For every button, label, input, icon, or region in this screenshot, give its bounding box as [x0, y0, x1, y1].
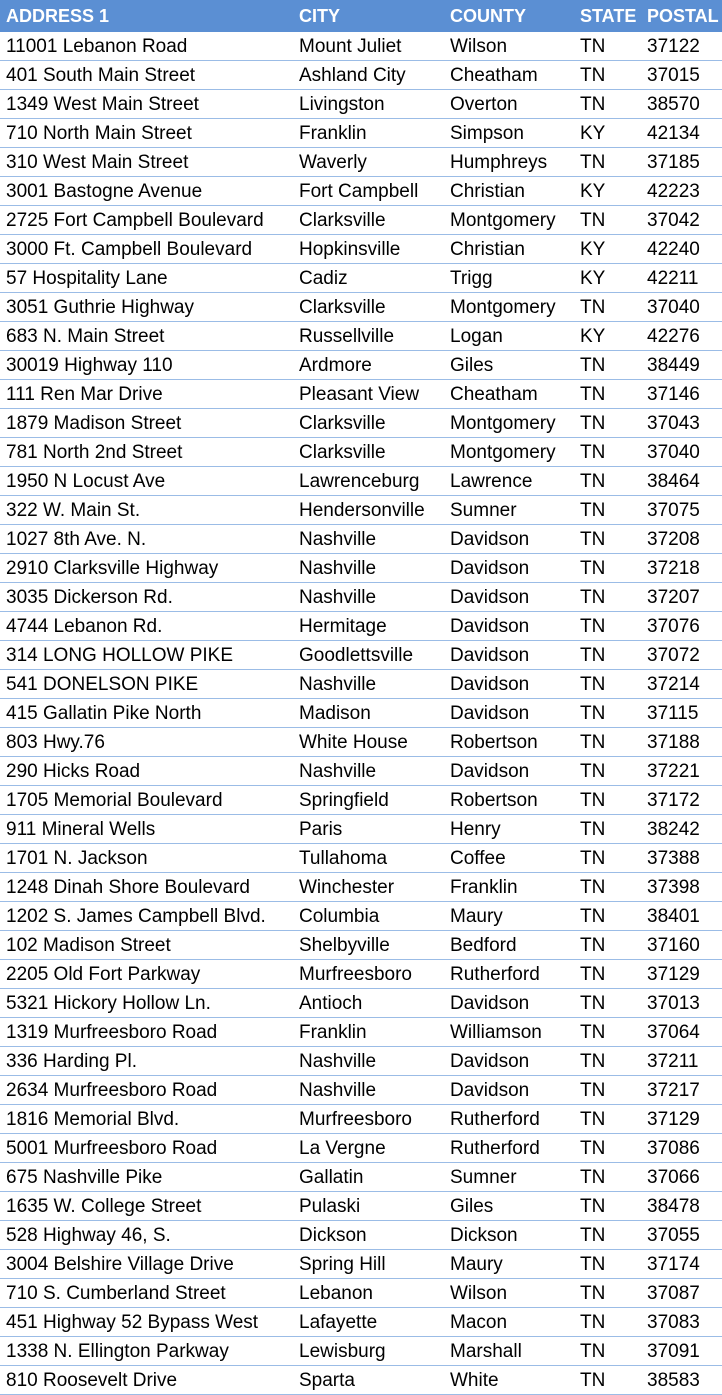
table-row — [0, 61, 722, 90]
cell-address[interactable]: 710 North Main Street — [0, 119, 293, 148]
cell-postal[interactable]: 38242 — [641, 815, 722, 844]
cell-county[interactable]: Davidson — [444, 989, 573, 1018]
cell-city[interactable]: Pulaski — [293, 1192, 444, 1221]
cell-county[interactable]: Cheatham — [444, 380, 573, 409]
table-row — [0, 641, 722, 670]
cell-postal[interactable]: 42134 — [641, 119, 722, 148]
cell-state[interactable]: TN — [573, 380, 641, 409]
cell-state[interactable]: TN — [573, 1018, 641, 1047]
table-row — [0, 496, 722, 525]
cell-city[interactable]: Ashland City — [293, 61, 444, 90]
cell-city[interactable]: Franklin — [293, 1018, 444, 1047]
cell-city[interactable]: Pleasant View — [293, 380, 444, 409]
cell-postal[interactable]: 37218 — [641, 554, 722, 583]
cell-address[interactable]: 1879 Madison Street — [0, 409, 293, 438]
cell-address[interactable]: 102 Madison Street — [0, 931, 293, 960]
cell-address[interactable]: 2205 Old Fort Parkway — [0, 960, 293, 989]
cell-city[interactable]: Franklin — [293, 119, 444, 148]
cell-postal[interactable]: 42276 — [641, 322, 722, 351]
cell-city[interactable]: Nashville — [293, 525, 444, 554]
cell-postal[interactable]: 42211 — [641, 264, 722, 293]
cell-county[interactable]: Sumner — [444, 1163, 573, 1192]
cell-city[interactable]: Shelbyville — [293, 931, 444, 960]
cell-postal[interactable]: 37064 — [641, 1018, 722, 1047]
cell-city[interactable]: Waverly — [293, 148, 444, 177]
cell-address[interactable]: 803 Hwy.76 — [0, 728, 293, 757]
table-row — [0, 612, 722, 641]
cell-county[interactable]: Davidson — [444, 583, 573, 612]
table-row — [0, 525, 722, 554]
cell-county[interactable]: Davidson — [444, 757, 573, 786]
cell-postal[interactable]: 37208 — [641, 525, 722, 554]
table-row — [0, 177, 722, 206]
cell-postal[interactable]: 37146 — [641, 380, 722, 409]
table-row — [0, 873, 722, 902]
cell-postal[interactable]: 37040 — [641, 293, 722, 322]
cell-address[interactable]: 5001 Murfreesboro Road — [0, 1134, 293, 1163]
cell-city[interactable]: Madison — [293, 699, 444, 728]
cell-postal[interactable]: 37072 — [641, 641, 722, 670]
cell-postal[interactable]: 37188 — [641, 728, 722, 757]
cell-county[interactable]: Wilson — [444, 32, 573, 61]
cell-address[interactable]: 336 Harding Pl. — [0, 1047, 293, 1076]
cell-state[interactable]: TN — [573, 815, 641, 844]
cell-county[interactable]: Lawrence — [444, 467, 573, 496]
cell-city[interactable]: Lawrenceburg — [293, 467, 444, 496]
cell-city[interactable]: Hendersonville — [293, 496, 444, 525]
cell-state[interactable]: TN — [573, 641, 641, 670]
cell-city[interactable]: Gallatin — [293, 1163, 444, 1192]
cell-address[interactable]: 675 Nashville Pike — [0, 1163, 293, 1192]
cell-address[interactable]: 1816 Memorial Blvd. — [0, 1105, 293, 1134]
cell-address[interactable]: 1338 N. Ellington Parkway — [0, 1337, 293, 1366]
cell-address[interactable]: 1349 West Main Street — [0, 90, 293, 119]
cell-postal[interactable]: 38401 — [641, 902, 722, 931]
cell-address[interactable]: 2725 Fort Campbell Boulevard — [0, 206, 293, 235]
cell-city[interactable]: Clarksville — [293, 293, 444, 322]
cell-address[interactable]: 3001 Bastogne Avenue — [0, 177, 293, 206]
table-row — [0, 815, 722, 844]
table-row — [0, 757, 722, 786]
cell-address[interactable]: 2634 Murfreesboro Road — [0, 1076, 293, 1105]
cell-state[interactable]: TN — [573, 757, 641, 786]
cell-postal[interactable]: 37129 — [641, 1105, 722, 1134]
header-state[interactable]: STATE — [573, 0, 641, 32]
cell-postal[interactable]: 38570 — [641, 90, 722, 119]
table-row — [0, 1279, 722, 1308]
cell-address[interactable]: 5321 Hickory Hollow Ln. — [0, 989, 293, 1018]
cell-postal[interactable]: 37211 — [641, 1047, 722, 1076]
cell-address[interactable]: 11001 Lebanon Road — [0, 32, 293, 61]
cell-state[interactable]: TN — [573, 438, 641, 467]
cell-city[interactable]: Clarksville — [293, 409, 444, 438]
cell-address[interactable]: 314 LONG HOLLOW PIKE — [0, 641, 293, 670]
cell-state[interactable]: KY — [573, 177, 641, 206]
table-row — [0, 728, 722, 757]
cell-county[interactable]: Christian — [444, 177, 573, 206]
cell-city[interactable]: La Vergne — [293, 1134, 444, 1163]
cell-county[interactable]: Dickson — [444, 1221, 573, 1250]
cell-county[interactable]: Montgomery — [444, 438, 573, 467]
cell-address[interactable]: 451 Highway 52 Bypass West — [0, 1308, 293, 1337]
header-row — [0, 0, 722, 32]
cell-state[interactable]: KY — [573, 322, 641, 351]
cell-county[interactable]: Davidson — [444, 641, 573, 670]
cell-postal[interactable]: 37087 — [641, 1279, 722, 1308]
cell-county[interactable]: Trigg — [444, 264, 573, 293]
cell-city[interactable]: Clarksville — [293, 206, 444, 235]
table-row — [0, 1308, 722, 1337]
cell-postal[interactable]: 38449 — [641, 351, 722, 380]
cell-postal[interactable]: 37013 — [641, 989, 722, 1018]
cell-address[interactable]: 1705 Memorial Boulevard — [0, 786, 293, 815]
cell-postal[interactable]: 37129 — [641, 960, 722, 989]
cell-city[interactable]: Clarksville — [293, 438, 444, 467]
table-row — [0, 1337, 722, 1366]
cell-county[interactable]: Macon — [444, 1308, 573, 1337]
table-row — [0, 351, 722, 380]
cell-city[interactable]: Nashville — [293, 583, 444, 612]
cell-postal[interactable]: 37042 — [641, 206, 722, 235]
cell-state[interactable]: TN — [573, 554, 641, 583]
table-row — [0, 902, 722, 931]
cell-county[interactable]: Montgomery — [444, 293, 573, 322]
cell-county[interactable]: Henry — [444, 815, 573, 844]
table-row — [0, 119, 722, 148]
cell-city[interactable]: Mount Juliet — [293, 32, 444, 61]
cell-address[interactable]: 401 South Main Street — [0, 61, 293, 90]
cell-address[interactable]: 3004 Belshire Village Drive — [0, 1250, 293, 1279]
cell-city[interactable]: Nashville — [293, 1047, 444, 1076]
cell-city[interactable]: Nashville — [293, 1076, 444, 1105]
cell-county[interactable]: Simpson — [444, 119, 573, 148]
cell-city[interactable]: Hermitage — [293, 612, 444, 641]
table-row — [0, 1366, 722, 1395]
cell-address[interactable]: 415 Gallatin Pike North — [0, 699, 293, 728]
cell-county[interactable]: Franklin — [444, 873, 573, 902]
cell-county[interactable]: Wilson — [444, 1279, 573, 1308]
cell-county[interactable]: Humphreys — [444, 148, 573, 177]
table-row — [0, 438, 722, 467]
cell-address[interactable]: 1248 Dinah Shore Boulevard — [0, 873, 293, 902]
table-row — [0, 844, 722, 873]
cell-county[interactable]: Overton — [444, 90, 573, 119]
cell-state[interactable]: TN — [573, 496, 641, 525]
cell-state[interactable]: TN — [573, 670, 641, 699]
table-row — [0, 148, 722, 177]
cell-address[interactable]: 290 Hicks Road — [0, 757, 293, 786]
cell-state[interactable]: TN — [573, 409, 641, 438]
cell-address[interactable]: 30019 Highway 110 — [0, 351, 293, 380]
table-row — [0, 699, 722, 728]
cell-postal[interactable]: 37214 — [641, 670, 722, 699]
cell-city[interactable]: Fort Campbell — [293, 177, 444, 206]
cell-postal[interactable]: 37172 — [641, 786, 722, 815]
cell-state[interactable]: TN — [573, 931, 641, 960]
table-row — [0, 1076, 722, 1105]
cell-postal[interactable]: 37055 — [641, 1221, 722, 1250]
cell-address[interactable]: 781 North 2nd Street — [0, 438, 293, 467]
cell-county[interactable]: Christian — [444, 235, 573, 264]
cell-county[interactable]: Maury — [444, 902, 573, 931]
cell-postal[interactable]: 37185 — [641, 148, 722, 177]
cell-state[interactable]: TN — [573, 1105, 641, 1134]
cell-address[interactable]: 528 Highway 46, S. — [0, 1221, 293, 1250]
table-row — [0, 264, 722, 293]
cell-county[interactable]: White — [444, 1366, 573, 1395]
cell-state[interactable]: TN — [573, 786, 641, 815]
cell-state[interactable]: TN — [573, 90, 641, 119]
cell-address[interactable]: 911 Mineral Wells — [0, 815, 293, 844]
table-row — [0, 670, 722, 699]
cell-state[interactable]: TN — [573, 1337, 641, 1366]
cell-state[interactable]: TN — [573, 1279, 641, 1308]
cell-county[interactable]: Giles — [444, 1192, 573, 1221]
cell-postal[interactable]: 37015 — [641, 61, 722, 90]
cell-county[interactable]: Rutherford — [444, 1134, 573, 1163]
cell-postal[interactable]: 38464 — [641, 467, 722, 496]
cell-postal[interactable]: 37076 — [641, 612, 722, 641]
table-row — [0, 1192, 722, 1221]
cell-county[interactable]: Davidson — [444, 525, 573, 554]
cell-county[interactable]: Montgomery — [444, 206, 573, 235]
cell-postal[interactable]: 42240 — [641, 235, 722, 264]
cell-county[interactable]: Marshall — [444, 1337, 573, 1366]
cell-state[interactable]: TN — [573, 1076, 641, 1105]
cell-state[interactable]: TN — [573, 467, 641, 496]
cell-address[interactable]: 1027 8th Ave. N. — [0, 525, 293, 554]
cell-state[interactable]: KY — [573, 235, 641, 264]
table-row — [0, 931, 722, 960]
header-city[interactable]: CITY — [293, 0, 444, 32]
cell-postal[interactable]: 37122 — [641, 32, 722, 61]
cell-address[interactable]: 710 S. Cumberland Street — [0, 1279, 293, 1308]
cell-address[interactable]: 1319 Murfreesboro Road — [0, 1018, 293, 1047]
table-row — [0, 1105, 722, 1134]
cell-county[interactable]: Bedford — [444, 931, 573, 960]
cell-county[interactable]: Davidson — [444, 1047, 573, 1076]
cell-state[interactable]: TN — [573, 902, 641, 931]
cell-county[interactable]: Davidson — [444, 699, 573, 728]
cell-city[interactable]: White House — [293, 728, 444, 757]
cell-county[interactable]: Davidson — [444, 612, 573, 641]
cell-city[interactable]: Ardmore — [293, 351, 444, 380]
cell-postal[interactable]: 37040 — [641, 438, 722, 467]
cell-address[interactable]: 2910 Clarksville Highway — [0, 554, 293, 583]
cell-postal[interactable]: 37083 — [641, 1308, 722, 1337]
cell-city[interactable]: Springfield — [293, 786, 444, 815]
cell-postal[interactable]: 42223 — [641, 177, 722, 206]
cell-postal[interactable]: 37217 — [641, 1076, 722, 1105]
cell-county[interactable]: Williamson — [444, 1018, 573, 1047]
cell-postal[interactable]: 37160 — [641, 931, 722, 960]
cell-state[interactable]: TN — [573, 583, 641, 612]
cell-state[interactable]: TN — [573, 1134, 641, 1163]
table-row — [0, 90, 722, 119]
table-row — [0, 583, 722, 612]
table-row — [0, 293, 722, 322]
cell-postal[interactable]: 38478 — [641, 1192, 722, 1221]
cell-state[interactable]: TN — [573, 293, 641, 322]
cell-postal[interactable]: 37091 — [641, 1337, 722, 1366]
cell-county[interactable]: Robertson — [444, 728, 573, 757]
cell-state[interactable]: TN — [573, 873, 641, 902]
cell-county[interactable]: Davidson — [444, 1076, 573, 1105]
cell-city[interactable]: Nashville — [293, 554, 444, 583]
cell-postal[interactable]: 37066 — [641, 1163, 722, 1192]
cell-city[interactable]: Hopkinsville — [293, 235, 444, 264]
cell-city[interactable]: Lebanon — [293, 1279, 444, 1308]
cell-city[interactable]: Lafayette — [293, 1308, 444, 1337]
cell-address[interactable]: 810 Roosevelt Drive — [0, 1366, 293, 1395]
cell-postal[interactable]: 37388 — [641, 844, 722, 873]
cell-state[interactable]: TN — [573, 1250, 641, 1279]
cell-state[interactable]: TN — [573, 32, 641, 61]
table-row — [0, 960, 722, 989]
cell-city[interactable]: Livingston — [293, 90, 444, 119]
cell-postal[interactable]: 37086 — [641, 1134, 722, 1163]
cell-state[interactable]: TN — [573, 1366, 641, 1395]
cell-address[interactable]: 1202 S. James Campbell Blvd. — [0, 902, 293, 931]
cell-city[interactable]: Paris — [293, 815, 444, 844]
cell-state[interactable]: TN — [573, 960, 641, 989]
cell-state[interactable]: TN — [573, 206, 641, 235]
table-row — [0, 1163, 722, 1192]
cell-state[interactable]: TN — [573, 728, 641, 757]
cell-county[interactable]: Robertson — [444, 786, 573, 815]
cell-state[interactable]: KY — [573, 119, 641, 148]
cell-city[interactable]: Nashville — [293, 670, 444, 699]
cell-county[interactable]: Rutherford — [444, 1105, 573, 1134]
cell-county[interactable]: Giles — [444, 351, 573, 380]
table-row — [0, 380, 722, 409]
cell-city[interactable]: Murfreesboro — [293, 960, 444, 989]
cell-city[interactable]: Nashville — [293, 757, 444, 786]
cell-state[interactable]: TN — [573, 351, 641, 380]
cell-state[interactable]: TN — [573, 61, 641, 90]
cell-address[interactable]: 683 N. Main Street — [0, 322, 293, 351]
table-row — [0, 1221, 722, 1250]
cell-city[interactable]: Goodlettsville — [293, 641, 444, 670]
cell-city[interactable]: Tullahoma — [293, 844, 444, 873]
table-row — [0, 554, 722, 583]
cell-address[interactable]: 111 Ren Mar Drive — [0, 380, 293, 409]
table-row — [0, 1134, 722, 1163]
cell-county[interactable]: Logan — [444, 322, 573, 351]
cell-address[interactable]: 4744 Lebanon Rd. — [0, 612, 293, 641]
table-row — [0, 206, 722, 235]
table-row — [0, 1047, 722, 1076]
table-row — [0, 1250, 722, 1279]
cell-state[interactable]: TN — [573, 1192, 641, 1221]
table-row — [0, 235, 722, 264]
cell-postal[interactable]: 37398 — [641, 873, 722, 902]
cell-state[interactable]: TN — [573, 1163, 641, 1192]
cell-postal[interactable]: 37207 — [641, 583, 722, 612]
cell-county[interactable]: Davidson — [444, 554, 573, 583]
cell-state[interactable]: KY — [573, 264, 641, 293]
cell-city[interactable]: Russellville — [293, 322, 444, 351]
header-county[interactable]: COUNTY — [444, 0, 573, 32]
table-row — [0, 989, 722, 1018]
cell-state[interactable]: TN — [573, 612, 641, 641]
cell-postal[interactable]: 37115 — [641, 699, 722, 728]
table-row — [0, 322, 722, 351]
cell-state[interactable]: TN — [573, 699, 641, 728]
cell-state[interactable]: TN — [573, 1047, 641, 1076]
table-row — [0, 409, 722, 438]
cell-address[interactable]: 541 DONELSON PIKE — [0, 670, 293, 699]
cell-state[interactable]: TN — [573, 525, 641, 554]
cell-county[interactable]: Sumner — [444, 496, 573, 525]
cell-county[interactable]: Rutherford — [444, 960, 573, 989]
cell-address[interactable]: 3035 Dickerson Rd. — [0, 583, 293, 612]
cell-city[interactable]: Winchester — [293, 873, 444, 902]
cell-address[interactable]: 3000 Ft. Campbell Boulevard — [0, 235, 293, 264]
header-postal[interactable]: POSTAL — [641, 0, 722, 32]
table-row — [0, 32, 722, 61]
table-row — [0, 1018, 722, 1047]
cell-address[interactable]: 310 West Main Street — [0, 148, 293, 177]
cell-postal[interactable]: 37075 — [641, 496, 722, 525]
cell-postal[interactable]: 37221 — [641, 757, 722, 786]
cell-city[interactable]: Cadiz — [293, 264, 444, 293]
header-address[interactable]: ADDRESS 1 — [0, 0, 293, 32]
table-row — [0, 786, 722, 815]
cell-address[interactable]: 1635 W. College Street — [0, 1192, 293, 1221]
cell-address[interactable]: 1950 N Locust Ave — [0, 467, 293, 496]
cell-city[interactable]: Dickson — [293, 1221, 444, 1250]
cell-postal[interactable]: 37043 — [641, 409, 722, 438]
cell-state[interactable]: TN — [573, 1221, 641, 1250]
cell-city[interactable]: Lewisburg — [293, 1337, 444, 1366]
cell-city[interactable]: Columbia — [293, 902, 444, 931]
cell-county[interactable]: Montgomery — [444, 409, 573, 438]
cell-postal[interactable]: 38583 — [641, 1366, 722, 1395]
cell-county[interactable]: Davidson — [444, 670, 573, 699]
cell-county[interactable]: Maury — [444, 1250, 573, 1279]
cell-address[interactable]: 322 W. Main St. — [0, 496, 293, 525]
cell-city[interactable]: Murfreesboro — [293, 1105, 444, 1134]
cell-state[interactable]: TN — [573, 148, 641, 177]
cell-city[interactable]: Antioch — [293, 989, 444, 1018]
cell-state[interactable]: TN — [573, 844, 641, 873]
cell-state[interactable]: TN — [573, 989, 641, 1018]
cell-address[interactable]: 3051 Guthrie Highway — [0, 293, 293, 322]
cell-city[interactable]: Sparta — [293, 1366, 444, 1395]
cell-address[interactable]: 57 Hospitality Lane — [0, 264, 293, 293]
cell-county[interactable]: Cheatham — [444, 61, 573, 90]
cell-county[interactable]: Coffee — [444, 844, 573, 873]
table-row — [0, 467, 722, 496]
cell-city[interactable]: Spring Hill — [293, 1250, 444, 1279]
cell-state[interactable]: TN — [573, 1308, 641, 1337]
cell-postal[interactable]: 37174 — [641, 1250, 722, 1279]
cell-address[interactable]: 1701 N. Jackson — [0, 844, 293, 873]
